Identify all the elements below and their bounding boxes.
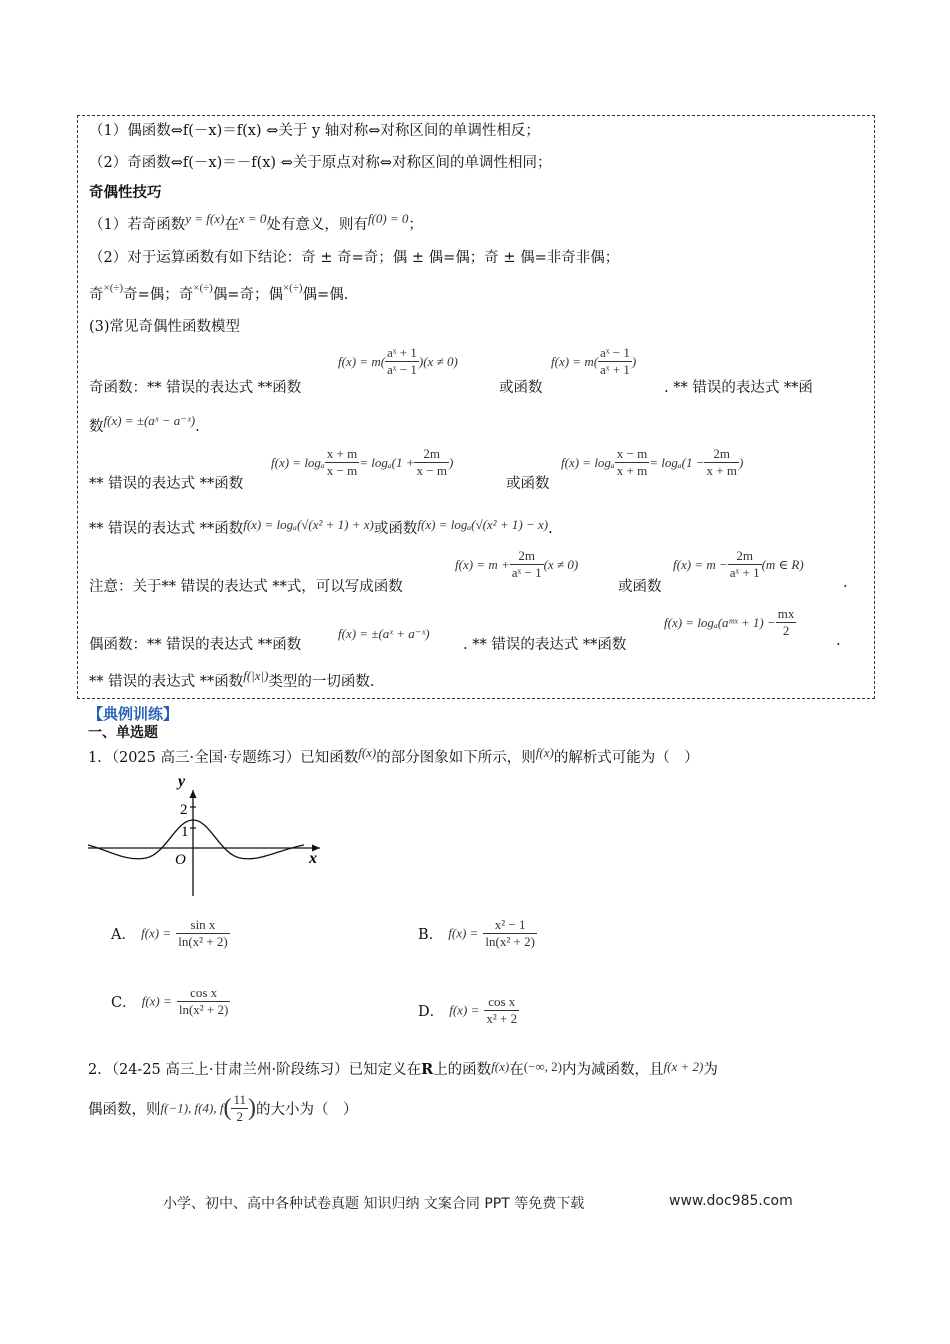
log1-or: 或函数 — [506, 476, 550, 492]
question-number: 1． — [88, 750, 112, 766]
note-end: . — [843, 575, 848, 591]
tip-1: （1）若奇函数y = f(x)在x = 0处有意义，则有f(0) = 0； — [89, 211, 423, 233]
tip-3: 奇×(÷)奇=偶；奇×(÷)偶=奇；偶×(÷)偶=偶. — [89, 282, 349, 303]
even-mid: . ** 错误的表达式 **函数 — [463, 637, 627, 653]
odd-tail: . ** 错误的表达式 **函 — [664, 380, 813, 396]
footer-url[interactable]: www.doc985.com — [669, 1193, 793, 1209]
log1-label: ** 错误的表达式 **函数 — [89, 476, 244, 492]
footer-text: 小学、初中、高中各种试卷真题 知识归纳 文案合同 PPT 等免费下载 — [163, 1196, 585, 1212]
log2-line: ** 错误的表达式 **函数f(x) = logₐ(√(x² + 1) + x)或函数f(x) = logₐ(√(x² + 1) − x). — [89, 517, 553, 537]
odd-label: 奇函数：** 错误的表达式 **函数 — [89, 380, 302, 396]
option-b[interactable]: B． f(x) = $\frac{\text{x² − 1}}{\text{ln(x² + 2)}}$ — [418, 917, 535, 949]
tip-2: （2）对于运算函数有如下结论：奇 ± 奇=奇；偶 ± 偶=偶；奇 ± 偶=非奇非偶； — [89, 250, 620, 266]
even-formula-2: f(x) = logₐ(aᵐˣ + 1) − $\frac{mx}{2}$ — [664, 606, 795, 638]
y-axis-label: y — [178, 773, 186, 790]
question-1-stem: 1．（2025 高三·全国·专题练习）已知函数f(x)的部分图象如下所示，则f(x)的解析式可能为（ ） — [88, 745, 699, 766]
tip-4: (3)常见奇偶性函数模型 — [89, 319, 241, 335]
box-line-even: （1）偶函数⇔f(－x)＝f(x) ⇔关于 y 轴对称⇔对称区间的单调性相反； — [89, 123, 540, 139]
box-line-odd: （2）奇函数⇔f(－x)＝－f(x) ⇔关于原点对称⇔对称区间的单调性相同； — [89, 155, 552, 171]
note-formula-1: f(x) = m + $\frac{2m}{\text{aˣ − 1}}$ (x ≠ 0) — [455, 548, 579, 580]
function-curve — [88, 820, 304, 859]
tick-label-1: 1 — [181, 824, 189, 840]
section-title: 【典例训练】 — [88, 705, 179, 723]
question-2-line-2: 偶函数，则f(−1), f(4), f( $\frac{11}{2}$ )的大小为（ ） — [88, 1092, 358, 1124]
note-formula-2: f(x) = m − $\frac{2m}{\text{aˣ + 1}}$ (m ∈ R) — [673, 548, 804, 580]
note-label: 注意：关于** 错误的表达式 **式，可以写成函数 — [89, 579, 403, 595]
log1-formula-1: f(x) = logₐ $\frac{x + m}{x - m}$ = logₐ(1 + $\frac{2m}{x - m}$ ) — [271, 446, 454, 478]
odd-formula-1: f(x) = m( $\frac{\text{aˣ + 1}}{\text{aˣ − 1}}$ )(x ≠ 0) — [338, 345, 458, 377]
function-graph — [86, 770, 326, 898]
option-c[interactable]: C． f(x) = $\frac{\text{cos x}}{\text{ln(x² + 2)}}$ — [111, 985, 229, 1017]
last-line: ** 错误的表达式 **函数f(|x|)类型的一切函数. — [89, 668, 375, 690]
origin-label: O — [175, 852, 186, 868]
tips-heading: 奇偶性技巧 — [89, 185, 162, 201]
option-a[interactable]: A． f(x) = $\frac{\text{sin x}}{\text{ln(x² + 2)}}$ — [111, 917, 228, 949]
tick-label-2: 2 — [180, 802, 188, 818]
section-subtitle: 一、单选题 — [88, 725, 158, 741]
log1-formula-2: f(x) = logₐ $\frac{x - m}{x + m}$ = logₐ(1 − $\frac{2m}{x + m}$ ) — [561, 446, 744, 478]
odd-line-2: 数f(x) = ±(aˣ − a⁻ˣ). — [89, 413, 200, 435]
even-formula-1: f(x) = ±(aˣ + a⁻ˣ) — [338, 626, 430, 641]
option-d[interactable]: D． f(x) = $\frac{\text{cos x}}{\text{x² + 2}}$ — [418, 994, 518, 1026]
question-number: 2． — [88, 1062, 112, 1078]
odd-or: 或函数 — [499, 380, 543, 396]
question-2-stem: 2．（24-25 高三上·甘肃兰州·阶段练习）已知定义在R上的函数f(x)在(−∞, 2)内为减函数，且f(x + 2)为 — [88, 1059, 718, 1078]
even-label: 偶函数：** 错误的表达式 **函数 — [89, 637, 302, 653]
even-end: . — [836, 633, 841, 649]
odd-formula-2: f(x) = m( $\frac{\text{aˣ − 1}}{\text{aˣ + 1}}$ ) — [551, 345, 637, 377]
x-axis-label: x — [309, 850, 317, 867]
note-or: 或函数 — [618, 579, 662, 595]
